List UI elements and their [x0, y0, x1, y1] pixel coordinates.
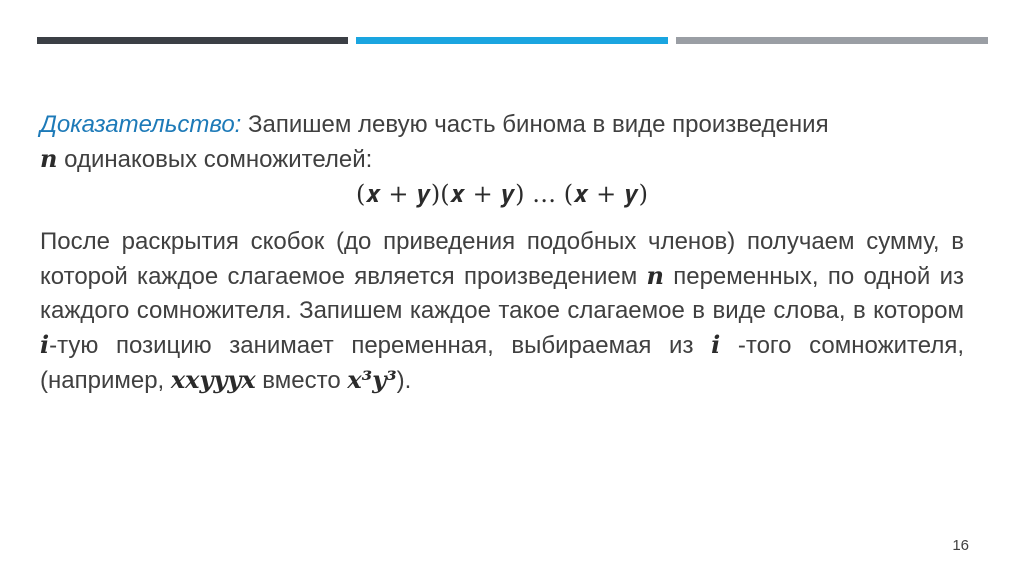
math-var-i: 𝒊	[40, 330, 50, 359]
body-text-5: вместо	[255, 367, 348, 394]
binomial-product-formula: (𝒙 + 𝒚)(𝒙 + 𝒚) … (𝒙 + 𝒚)	[356, 180, 648, 208]
proof-label: Доказательство:	[40, 111, 242, 138]
body-text-6: ).	[396, 367, 412, 394]
intro-text-1: Запишем левую часть бинома в виде произведения	[241, 111, 829, 138]
body-text-3: -тую позицию занимает переменная, выбираемая из	[49, 332, 712, 359]
slide-content	[40, 108, 964, 398]
page-number: 16	[952, 537, 969, 554]
math-var-n: 𝒏	[646, 261, 664, 290]
math-var-i: 𝒊	[711, 330, 721, 359]
math-var-n: 𝒏	[40, 144, 58, 173]
header-bar-dark	[37, 37, 348, 44]
intro-paragraph	[40, 108, 964, 177]
math-example-word: 𝒙𝒙𝒚𝒚𝒚𝒙	[170, 365, 256, 394]
header-bar-light	[676, 37, 988, 44]
body-paragraph	[40, 225, 964, 398]
body-text-4: -того сомножителя, (например,	[40, 332, 964, 394]
math-example-power: 𝒙³𝒚³	[347, 365, 397, 394]
header-decoration	[37, 37, 988, 44]
body-text-1: После раскрытия скобок (до приведения подобных членов) получаем сумму, в которой каждое слагаемое является произведением	[40, 228, 964, 290]
intro-text-2: одинаковых сомножителей:	[57, 146, 373, 173]
body-text-2: переменных, по одной из каждого сомножителя. Запишем каждое такое слагаемое в виде слова, в котором	[40, 263, 964, 324]
header-bar-accent	[356, 37, 668, 44]
